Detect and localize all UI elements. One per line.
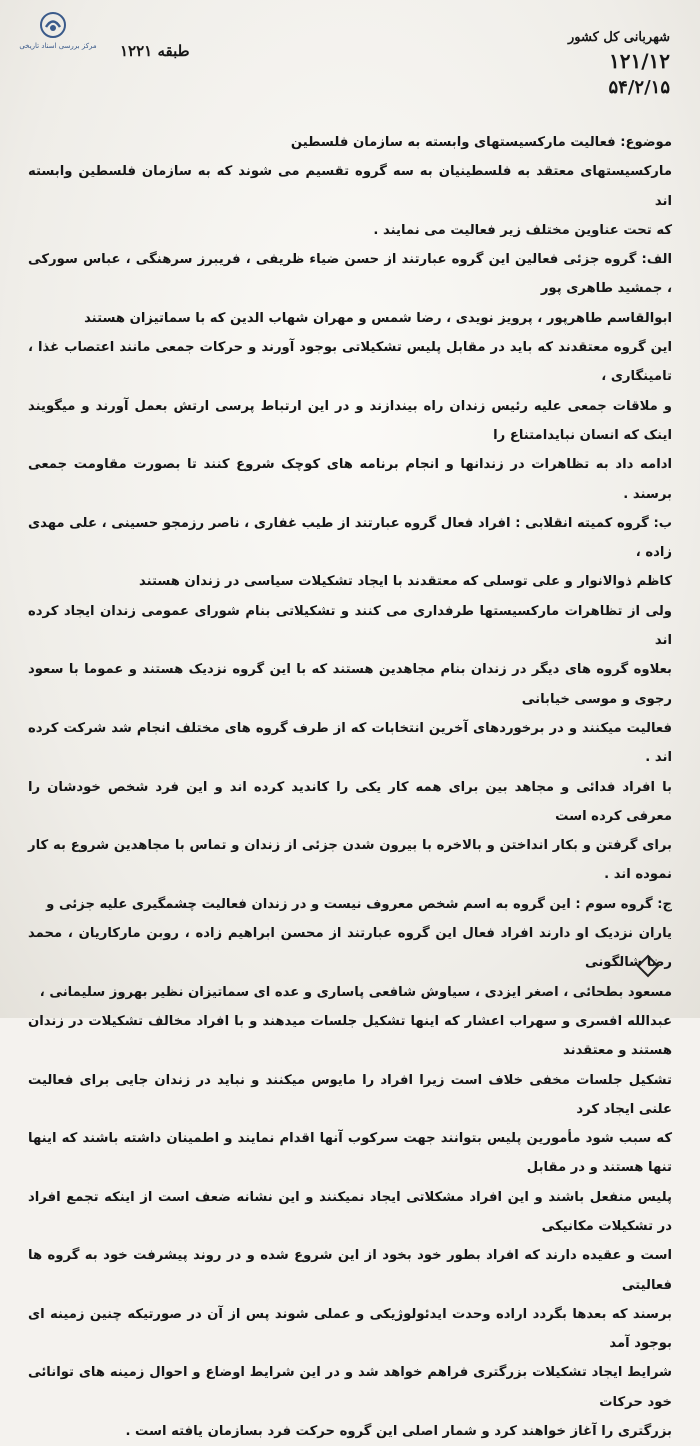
body-line: موضوع: فعالیت مارکسیستهای وابسته به سازمان فلسطین (290, 135, 672, 150)
body-line: ج: گروه سوم : این گروه به اسم شخص معروف نیست و در زندان فعالیت چشمگیری علیه جزئی و (46, 896, 672, 912)
body-line: شرایط ایجاد تشکیلات بزرگتری فراهم خواهد شد و در این شرایط اوضاع و احوال زمینه های توانائی خود حرکات (28, 1365, 672, 1410)
body-line: و ملاقات جمعی علیه رئیس زندان راه بیندازند و در این ارتباط پرسی ارتش بعمل آورند و میگویند اینک که انسان نبایدامتناع را (28, 398, 672, 443)
archive-logo (18, 12, 97, 62)
document-header (470, 30, 670, 98)
body-line: است و عقیده دارند که افراد بطور خود بخود از این شروع شده و در روند پیشرفت خود به گروه ها فعالیتی (28, 1248, 672, 1293)
document-date: ۵۴/۲/۱۵ (608, 77, 670, 98)
document-number: ۱۲۱/۱۲ (608, 49, 670, 73)
body-line: برای گرفتن و بکار انداختن و بالاخره با بیرون شدن جزئی از زندان و تماس با مجاهدین شروع به کار نموده اند . (28, 838, 672, 883)
body-line: که سبب شود مأمورین پلیس بتوانند جهت سرکوب آنها اقدام نمایند و اطمینان داشته باشند که اینها تنها هستند و در مقابل (28, 1131, 672, 1176)
archive-emblem-icon (40, 12, 66, 38)
body-line: ب: گروه کمیته انقلابی : افراد فعال گروه عبارتند از طیب غفاری ، ناصر رزمجو حسینی ، علی مهدی زاده ، (28, 515, 672, 561)
body-line: با افراد فدائی و مجاهد بین برای همه کار یکی را کاندید کرده اند و این فرد شخص خودشان را معرفی کرده است (28, 779, 672, 824)
body-line: تشکیل جلسات مخفی خلاف است زیرا افراد را مایوس میکنند و نباید در زندان جایی برای فعالیت علنی ایجاد کرد (28, 1072, 672, 1117)
body-line: ولی از تظاهرات مارکسیستها طرفداری می کنند و تشکیلاتی بنام شورای عمومی زندان ایجاد کرده اند (28, 603, 672, 649)
document-body (28, 128, 672, 1446)
document-serial: طبقه ۱۲۲۱ (120, 42, 190, 60)
body-line: ابوالقاسم طاهرپور ، پرویز نویدی ، رضا شمس و مهران شهاب الدین که با سماتیزان هستند (84, 310, 672, 326)
body-line: الف: گروه جزئی فعالین این گروه عبارتند از حسن ضیاء ظریفی ، فریبرز سرهنگی ، عباس سورکی ، جمشید طاهری پور (28, 252, 672, 297)
body-line: ادامه داد به تظاهرات در زندانها و انجام برنامه های کوچک شروع کنند تا بصورت مقاومت جمعی برسند . (28, 457, 672, 502)
issuing-office: شهربانی کل کشور (568, 30, 670, 45)
body-line: این گروه معتقدند که باید در مقابل پلیس تشکیلاتی بوجود آورند و حرکات جمعی مانند اعتصاب غذا ، تامینگاری ، (28, 340, 672, 385)
body-line: بزرگتری را آغاز خواهند کرد و شمار اصلی این گروه حرکت فرد بسازمان یافته است . (125, 1424, 672, 1440)
body-line: پلیس منفعل باشند و این افراد مشکلاتی ایجاد نمیکنند و این نشانه ضعف است از اینکه تجمع افراد در تشکیلات مکانیکی (28, 1189, 672, 1234)
body-line: یاران نزدیک او دارند افراد فعال این گروه عبارتند از محسن ابراهیم زاده ، روبن مارکاریان ، محمد رضا شالگونی (28, 926, 672, 971)
body-line: فعالیت میکنند و در برخوردهای آخرین انتخابات که از طرف گروه های مختلف انجام شد شرکت کرده اند . (28, 720, 672, 766)
body-line: برسند که بعدها بگردد اراده وحدت ایدئولوژیکی و عملی شوند پس از آن در صورتیکه چنین زمینه ای بوجود آمد (28, 1306, 672, 1352)
body-line: مسعود بطحائی ، اصغر ایزدی ، سیاوش شافعی پاساری و عده ای سماتیزان نظیر بهروز سلیمانی ، (39, 984, 672, 1000)
body-line: که تحت عناوین مختلف زیر فعالیت می نمایند . (373, 222, 672, 238)
archive-logo-text: مرکز بررسی اسناد تاریخی (19, 42, 97, 50)
body-line: مارکسیستهای معتقد به فلسطینیان به سه گروه تقسیم می شوند که به سازمان فلسطین وابسته اند (28, 164, 672, 209)
body-line: کاظم ذوالانوار و علی توسلی که معتقدند با ایجاد تشکیلات سیاسی در زندان هستند (138, 574, 672, 590)
body-line: بعلاوه گروه های دیگر در زندان بنام مجاهدین هستند که با این گروه نزدیک هستند و عموما با سعود رجوی و موسی خیابانی (28, 662, 672, 707)
body-line: عبدالله افسری و سهراب اعشار که اینها تشکیل جلسات میدهند و با افراد مخالف تشکیلات در زندان هستند و معتقدند (28, 1013, 672, 1059)
